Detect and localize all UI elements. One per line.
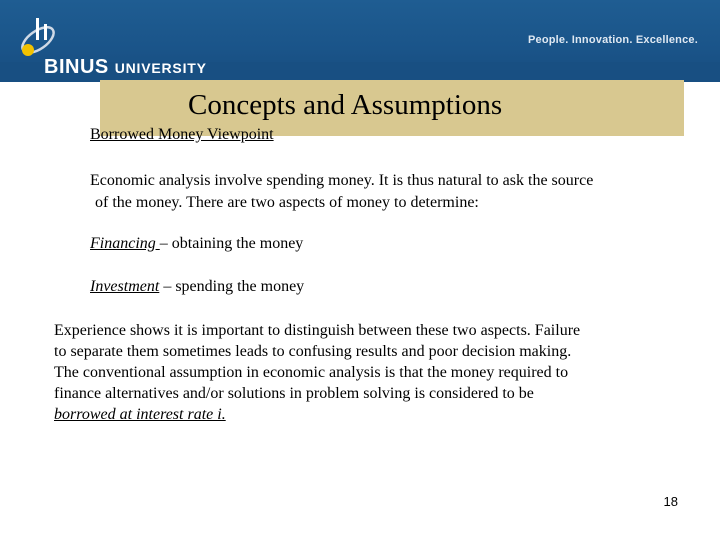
tagline: People. Innovation. Excellence. [527,34,698,46]
intro-line-1: Economic analysis involve spending money. It is thus natural to ask the source [90,172,594,189]
investment-term: Investment [90,278,160,295]
assumption-line-3: The conventional assumption in economic analysis is that the money required to [54,364,569,381]
slide-title: Concepts and Assumptions [188,89,503,121]
logo-name: BINUS [44,56,109,78]
financing-item [90,235,303,253]
logo-suffix: UNIVERSITY [114,60,207,76]
assumption-line-2: to separate them sometimes leads to confusing results and poor decision making. [54,343,572,360]
page-number: 18 [663,494,678,509]
assumption-paragraph [54,320,694,425]
logo-text [44,56,207,79]
intro-line-2: of the money. There are two aspects of money to determine: [95,194,479,211]
investment-desc: – spending the money [163,278,305,295]
financing-term: Financing [90,235,160,252]
investment-item [90,278,304,296]
assumption-line-4: finance alternatives and/or solutions in problem solving is considered to be [54,385,534,402]
header-banner [0,0,720,82]
assumption-line-1: Experience shows it is important to distinguish between these two aspects. Failure [54,322,581,339]
intro-paragraph [90,170,690,214]
financing-desc: – obtaining the money [159,235,304,252]
binus-logo [14,14,214,78]
assumption-line-5: borrowed at interest rate i. [54,406,226,423]
subheading: Borrowed Money Viewpoint [90,126,274,143]
